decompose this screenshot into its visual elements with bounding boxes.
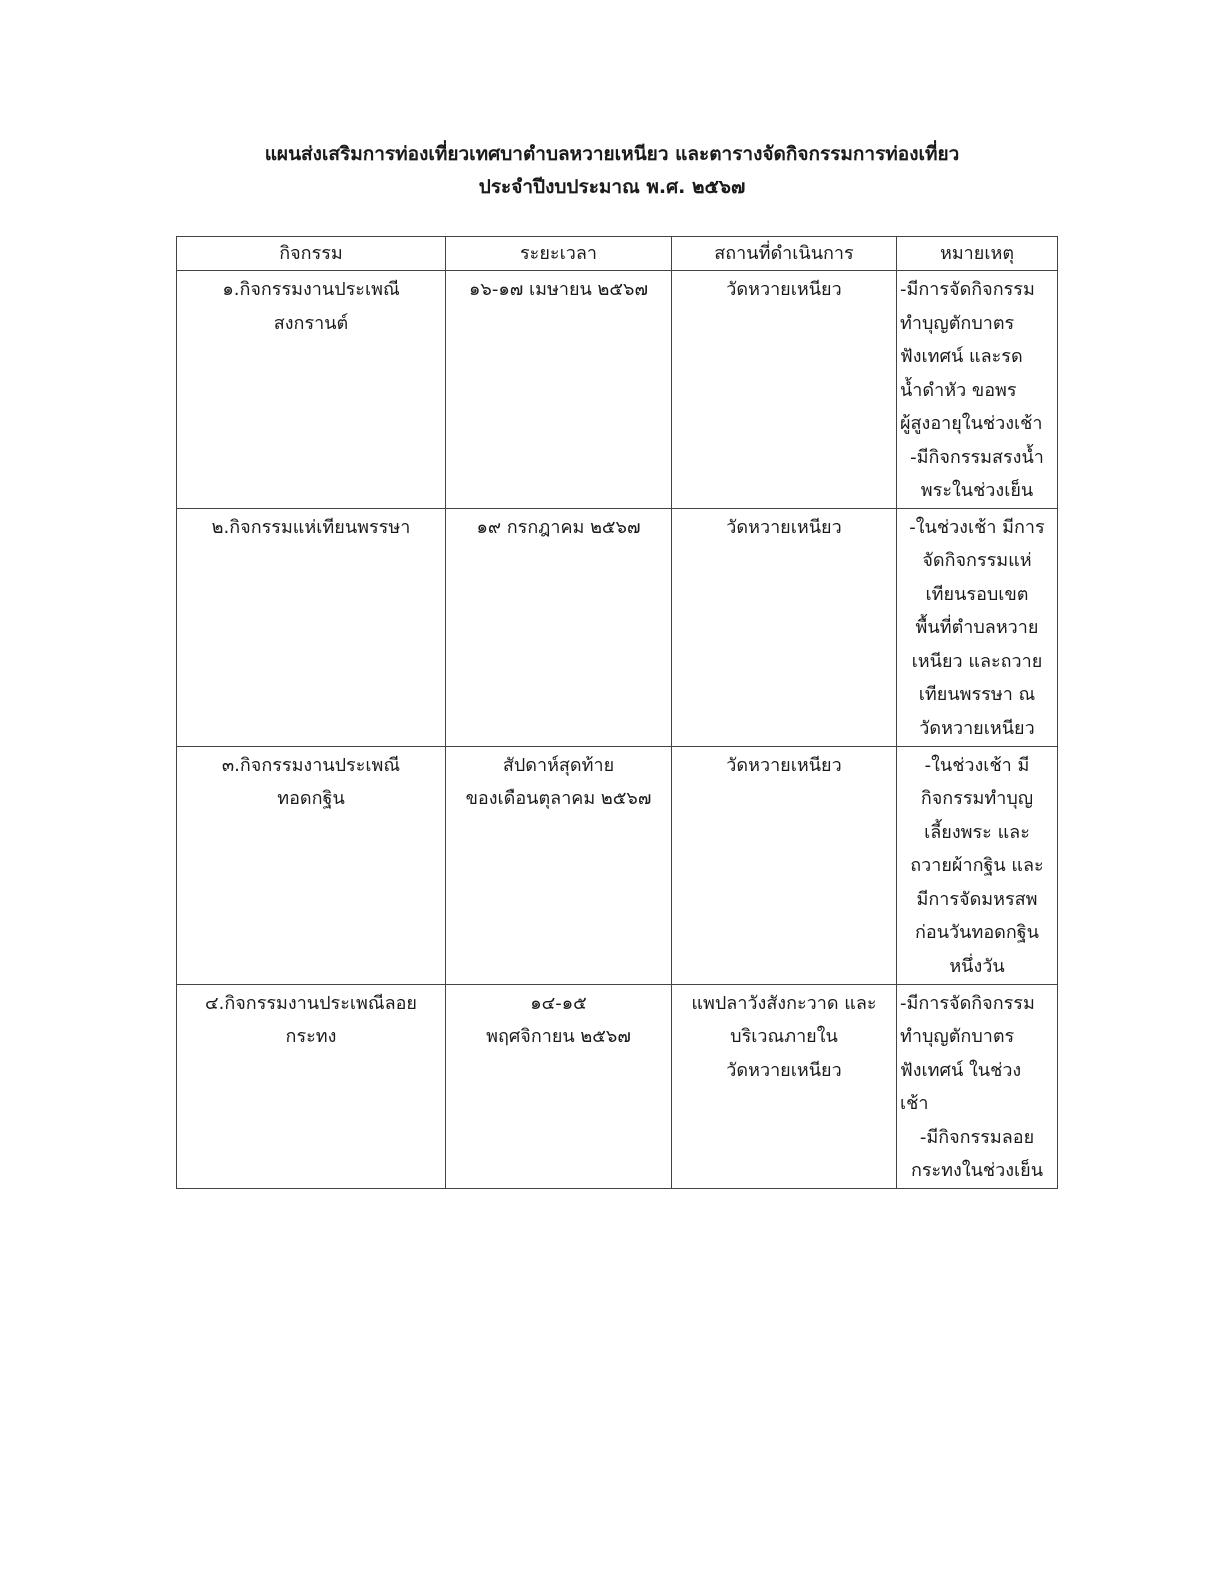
note-cell: [897, 271, 1058, 509]
period-text: ของเดือนตุลาคม ๒๕๖๗: [465, 788, 652, 809]
note-cell: [897, 746, 1058, 984]
note-text: ก่อนวันทอดกฐิน: [915, 922, 1039, 943]
note-text: จัดกิจกรรมแห่: [922, 550, 1032, 571]
table-header-row: [177, 237, 1058, 271]
period-text: พฤศจิกายน ๒๕๖๗: [486, 1026, 631, 1047]
header-note: หมายเหตุ: [897, 237, 1058, 271]
period-text: ๑๙ กรกฎาคม ๒๕๖๗: [476, 516, 641, 538]
note-text: -ในช่วงเช้า มีการ: [909, 516, 1045, 538]
activity-text: ๓.กิจกรรมงานประเพณี: [221, 754, 401, 776]
note-text: มีการจัดมหรสพ: [916, 888, 1038, 910]
period-cell: [446, 984, 672, 1188]
activity-text: ๑.กิจกรรมงานประเพณี: [222, 279, 400, 300]
period-text: ๑๔-๑๕: [530, 992, 587, 1014]
location-text: วัดหวายเหนียว: [726, 754, 842, 776]
note-text: -มีการจัดกิจกรรม: [900, 992, 1035, 1014]
table-row: [177, 508, 1058, 746]
note-text: พระในช่วงเย็น: [920, 480, 1034, 501]
header-activity: กิจกรรม: [177, 237, 446, 271]
document-title: [0, 138, 1224, 204]
activity-cell: [177, 746, 446, 984]
note-text: กระทงในช่วงเย็น: [910, 1160, 1044, 1181]
note-text: เลี้ยงพระ และ: [924, 821, 1030, 843]
location-text: วัดหวายเหนียว: [726, 279, 842, 300]
location-text: วัดหวายเหนียว: [726, 1059, 842, 1081]
header-period: ระยะเวลา: [446, 237, 672, 271]
note-text: น้ำดำหัว ขอพร: [900, 379, 1017, 401]
note-cell: [897, 984, 1058, 1188]
title-line-2: ประจำปีงบประมาณ พ.ศ. ๒๕๖๗: [478, 176, 746, 198]
note-text: เช้า: [900, 1093, 929, 1114]
note-text: -มีการจัดกิจกรรม: [900, 279, 1035, 300]
table-row: [177, 984, 1058, 1188]
note-text: ทำบุญตักบาตร: [900, 312, 1015, 334]
location-text: บริเวณภายใน: [730, 1026, 838, 1047]
note-text: ถวายผ้ากฐิน และ: [910, 855, 1044, 876]
note-text: ฟังเทศน์ และรด: [900, 346, 1023, 367]
location-text: แพปลาวังสังกะวาด และ: [691, 992, 877, 1014]
note-text: เทียนพรรษา ณ: [918, 684, 1036, 705]
location-cell: [672, 984, 897, 1188]
period-cell: [446, 746, 672, 984]
activity-text: ๔.กิจกรรมงานประเพณีลอย: [205, 992, 417, 1014]
location-text: วัดหวายเหนียว: [726, 516, 842, 538]
note-text: ฟังเทศน์ ในช่วง: [900, 1059, 1022, 1081]
note-cell: [897, 508, 1058, 746]
note-text: ผู้สูงอายุในช่วงเช้า: [900, 413, 1043, 434]
note-text: เหนียว และถวาย: [911, 650, 1043, 672]
period-text: สัปดาห์สุดท้าย: [502, 754, 615, 776]
note-text: -ในช่วงเช้า มี: [924, 754, 1030, 776]
note-text: หนึ่งวัน: [949, 955, 1005, 977]
header-location: สถานที่ดำเนินการ: [672, 237, 897, 271]
title-line-1: แผนส่งเสริมการท่องเที่ยวเทศบาตำบลหวายเหนียว และตารางจัดกิจกรรมการท่องเที่ยว: [264, 143, 960, 165]
note-text: ทำบุญตักบาตร: [900, 1026, 1015, 1047]
activity-text: ๒.กิจกรรมแห่เทียนพรรษา: [211, 516, 411, 538]
location-cell: [672, 746, 897, 984]
table-row: [177, 746, 1058, 984]
note-text: เทียนรอบเขต: [925, 583, 1029, 605]
location-cell: [672, 508, 897, 746]
note-text: วัดหวายเหนียว: [919, 717, 1035, 739]
period-cell: [446, 508, 672, 746]
activity-schedule-table: [176, 236, 1058, 1189]
period-cell: [446, 271, 672, 509]
note-text: พื้นที่ตำบลหวาย: [915, 617, 1039, 638]
activity-text: สงกรานต์: [273, 312, 349, 334]
activity-cell: [177, 984, 446, 1188]
note-text: กิจกรรมทำบุญ: [920, 788, 1034, 809]
activity-text: ทอดกฐิน: [277, 788, 345, 809]
activity-cell: [177, 508, 446, 746]
table-row: [177, 271, 1058, 509]
activity-cell: [177, 271, 446, 509]
period-text: ๑๖-๑๗ เมษายน ๒๕๖๗: [468, 279, 649, 300]
note-text: -มีกิจกรรมลอย: [919, 1126, 1035, 1148]
note-text: -มีกิจกรรมสรงน้ำ: [910, 446, 1044, 468]
location-cell: [672, 271, 897, 509]
activity-text: กระทง: [285, 1026, 337, 1047]
